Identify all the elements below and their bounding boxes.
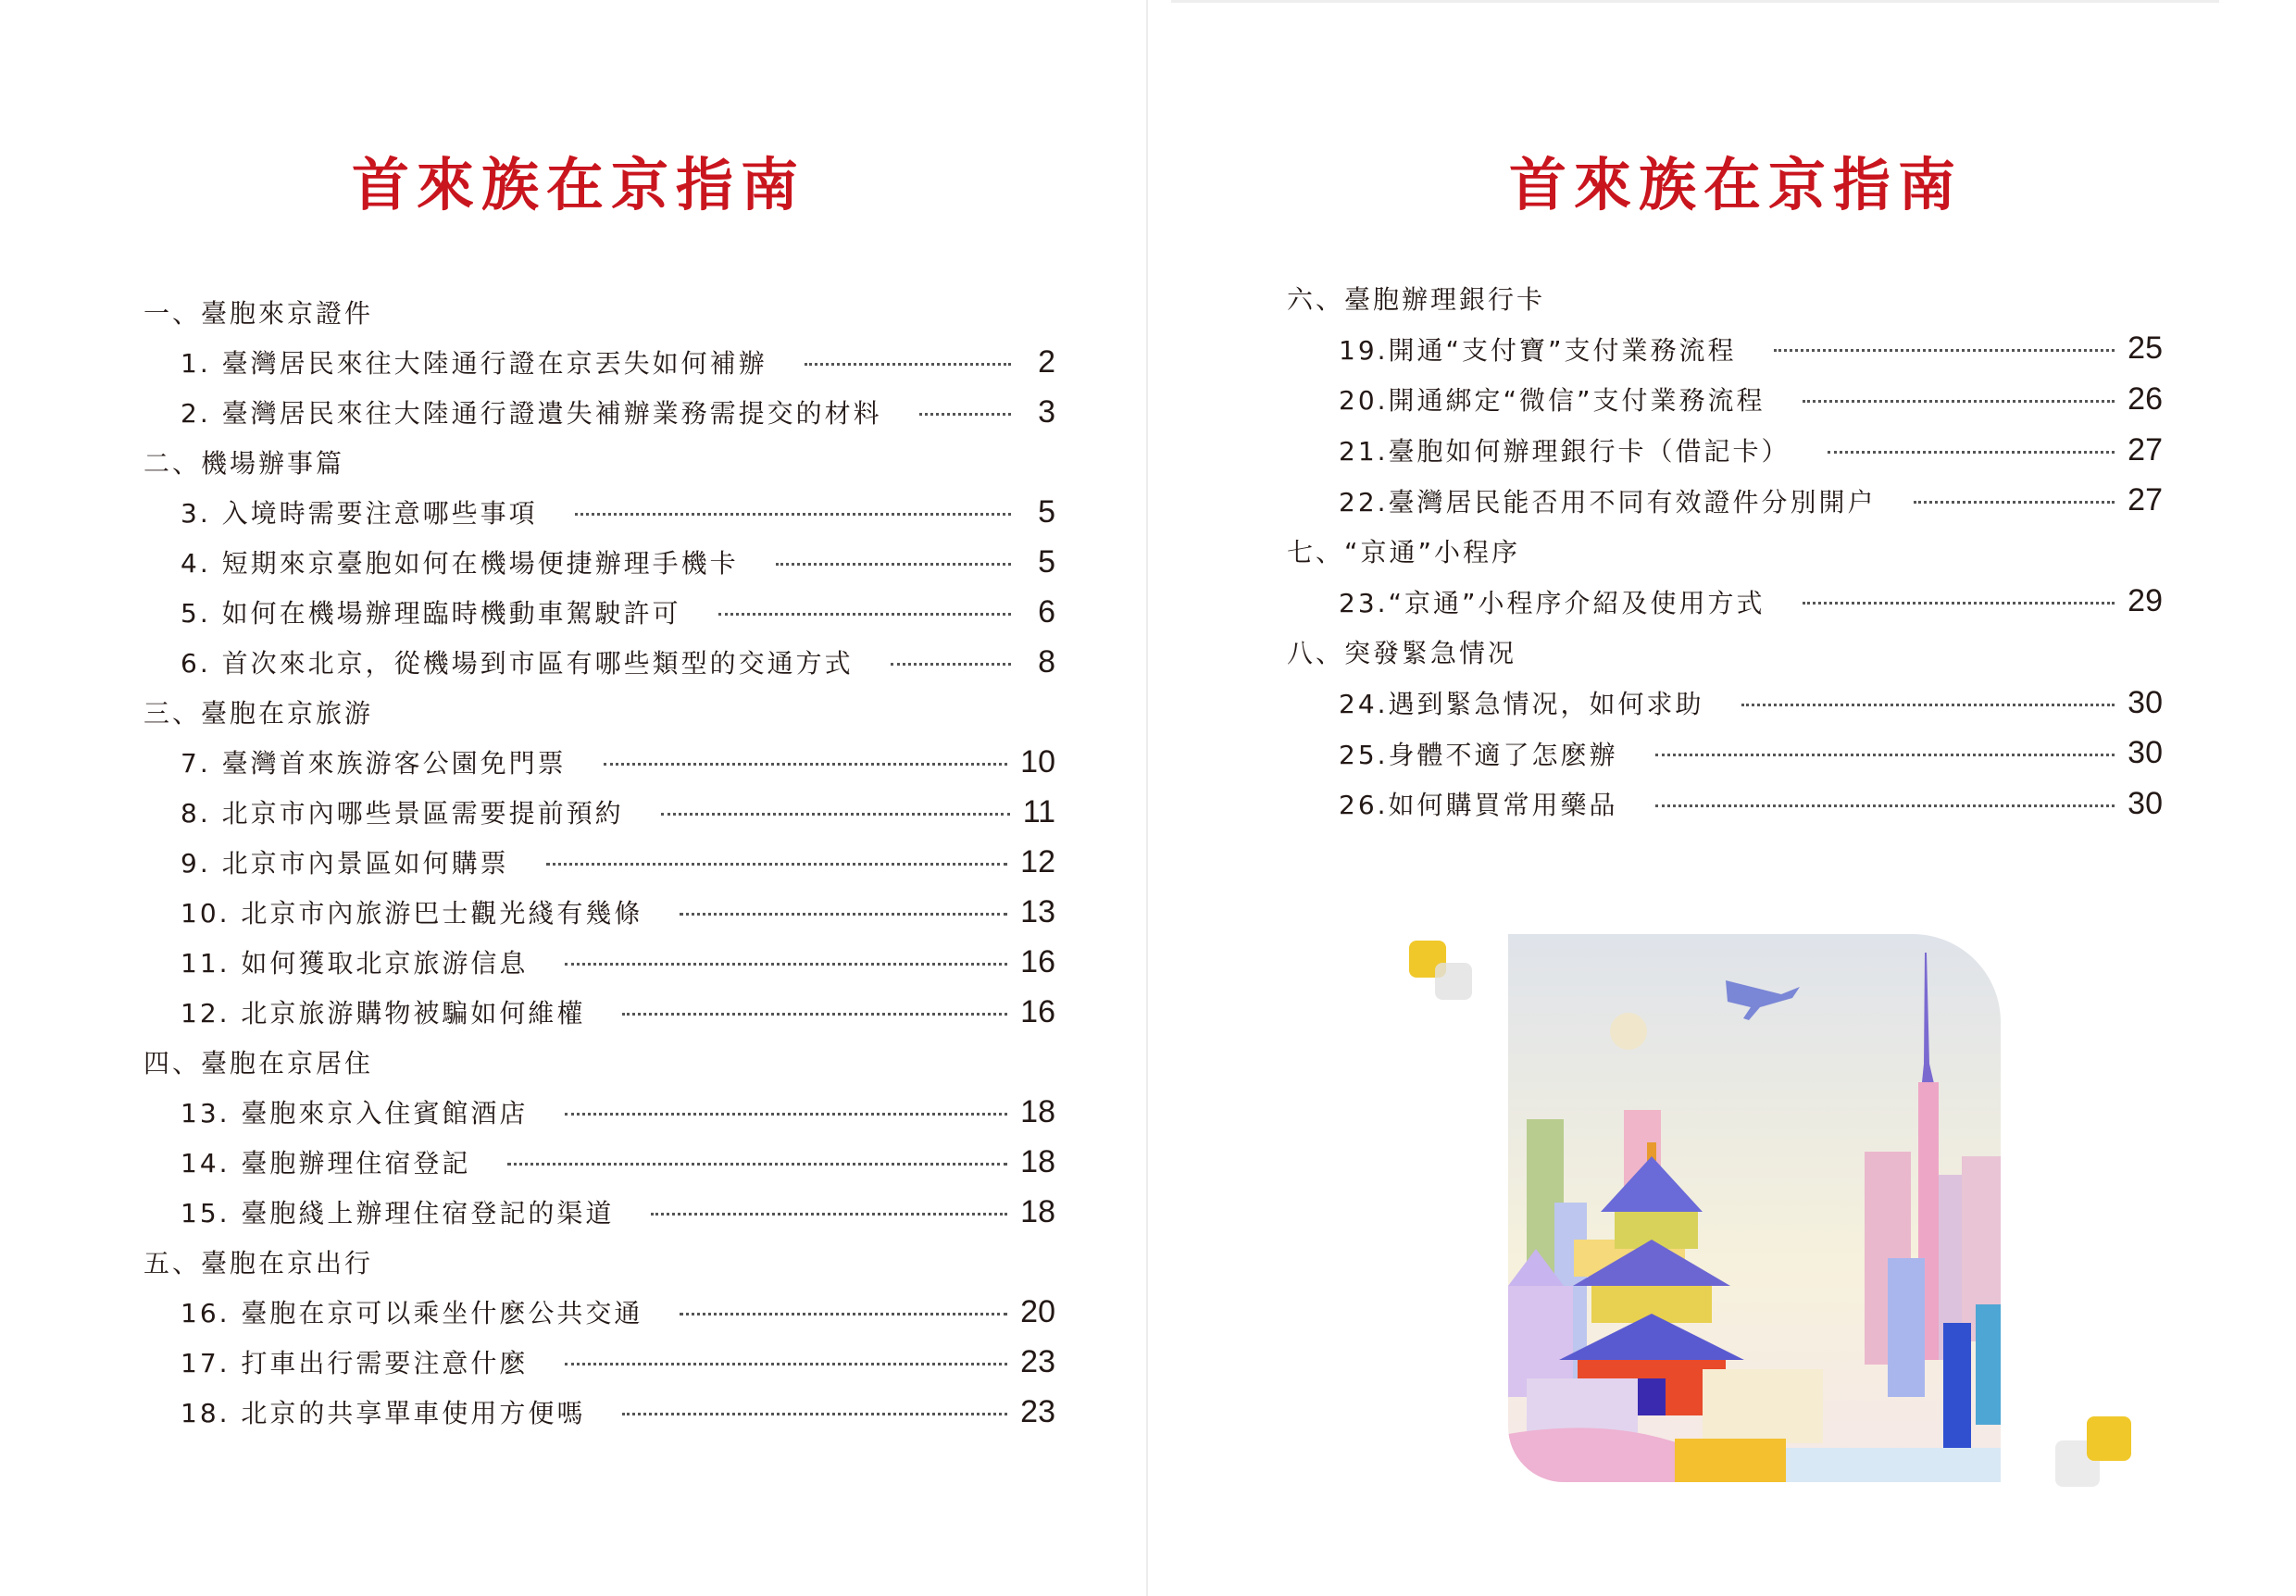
page-number: 10: [1020, 743, 1055, 779]
page-number: 16: [1020, 943, 1055, 979]
toc-section-heading: [144, 1037, 1055, 1087]
dotted-leader: [1655, 754, 2115, 756]
page-number: 13: [1020, 893, 1055, 929]
toc-entry-title: 18. 北京的共享單車使用方便嗎: [181, 1398, 586, 1428]
toc-section-heading: [144, 437, 1055, 487]
toc-entry-title: 24.遇到緊急情况，如何求助: [1339, 689, 1704, 720]
toc-entry-title: 21.臺胞如何辦理銀行卡（借記卡）: [1339, 436, 1791, 468]
page-number: 18: [1020, 1143, 1055, 1179]
section-title: 一、臺胞來京證件: [144, 298, 374, 329]
dotted-leader: [565, 1113, 1007, 1116]
page-number: 20: [1020, 1293, 1055, 1329]
toc-entry-title: 23.“京通”小程序介紹及使用方式: [1339, 587, 1766, 618]
dotted-leader: [565, 963, 1007, 966]
toc-entry[interactable]: [144, 637, 1055, 687]
page-number: 30: [2128, 735, 2163, 771]
dotted-leader: [507, 1163, 1007, 1166]
toc-entry-title: 9. 北京市內景區如何購票: [181, 848, 509, 879]
dotted-leader: [622, 1413, 1007, 1415]
toc-entry[interactable]: [144, 487, 1055, 537]
toc-entry[interactable]: [144, 1187, 1055, 1237]
toc-entry-title: 8. 北京市內哪些景區需要提前預約: [181, 798, 624, 829]
toc-entry[interactable]: [144, 1087, 1055, 1137]
toc-entry-title: 7. 臺灣首來族游客公園免門票: [181, 748, 567, 779]
page-number: 29: [2128, 583, 2163, 619]
toc-entry-title: 4. 短期來京臺胞如何在機場便捷辦理手機卡: [181, 548, 739, 579]
toc-entry-title: 13. 臺胞來京入住賓館酒店: [181, 1098, 529, 1128]
dotted-leader: [651, 1213, 1007, 1216]
gray-square-decoration: [1435, 963, 1472, 1000]
toc-entry[interactable]: [144, 587, 1055, 637]
toc-entry[interactable]: [1287, 678, 2163, 729]
dotted-leader: [680, 1313, 1007, 1315]
page-number: 8: [1038, 643, 1055, 680]
temple-of-heaven-image: [1508, 934, 2001, 1482]
section-title: 七、“京通”小程序: [1287, 537, 1521, 568]
toc-entry-title: 17. 打車出行需要注意什麽: [181, 1348, 529, 1378]
toc-entry-title: 5. 如何在機場辦理臨時機動車駕駛許可: [181, 598, 681, 629]
page-number: 27: [2128, 482, 2163, 518]
toc-entry[interactable]: [144, 1387, 1055, 1437]
toc-entry-title: 6. 首次來北京，從機場到市區有哪些類型的交通方式: [181, 648, 854, 679]
page-number: 16: [1020, 993, 1055, 1029]
toc-section-heading: [1287, 627, 2163, 678]
toc-entry[interactable]: [144, 387, 1055, 437]
beijing-skyline-illustration: [1508, 934, 2001, 1482]
page-number: 27: [2128, 431, 2163, 468]
dotted-leader: [575, 513, 1011, 516]
toc-entry[interactable]: [144, 837, 1055, 887]
dotted-leader: [565, 1363, 1007, 1365]
toc-entry[interactable]: [1287, 475, 2163, 526]
toc-entry-title: 3. 入境時需要注意哪些事項: [181, 498, 538, 529]
section-title: 二、機場辦事篇: [144, 448, 345, 479]
toc-entry[interactable]: [144, 1287, 1055, 1337]
page-number: 2: [1038, 343, 1055, 380]
toc-section-heading: [1287, 526, 2163, 577]
toc-section-heading: [1287, 273, 2163, 324]
section-title: 六、臺胞辦理銀行卡: [1287, 284, 1546, 316]
page-number: 5: [1038, 543, 1055, 580]
dotted-leader: [546, 863, 1008, 866]
toc-entry-title: 19.開通“支付寶”支付業務流程: [1339, 334, 1737, 366]
toc-entry[interactable]: [1287, 779, 2163, 829]
page-number: 12: [1020, 843, 1055, 879]
page-number: 11: [1022, 793, 1055, 829]
toc-entry[interactable]: [144, 937, 1055, 987]
toc-entry-title: 10. 北京市內旅游巴士觀光綫有幾條: [181, 898, 643, 929]
section-title: 三、臺胞在京旅游: [144, 698, 374, 729]
page-number: 18: [1020, 1093, 1055, 1129]
page-number: 23: [1020, 1343, 1055, 1379]
toc-entry[interactable]: [1287, 728, 2163, 779]
dotted-leader: [680, 913, 1007, 916]
page-number: 26: [2128, 380, 2163, 417]
toc-entry-title: 20.開通綁定“微信”支付業務流程: [1339, 385, 1766, 417]
dotted-leader: [1803, 602, 2115, 605]
section-title: 八、突發緊急情况: [1287, 638, 1517, 669]
toc-entry-title: 26.如何購買常用藥品: [1339, 790, 1618, 821]
page-number: 18: [1020, 1193, 1055, 1229]
toc-entry-title: 22.臺灣居民能否用不同有效證件分別開户: [1339, 486, 1877, 517]
toc-entry-title: 14. 臺胞辦理住宿登記: [181, 1148, 471, 1178]
dotted-leader: [718, 613, 1011, 616]
page-number: 30: [2128, 785, 2163, 821]
dotted-leader: [919, 413, 1011, 416]
page-title: 首來族在京指南: [1508, 151, 1964, 218]
toc-entry[interactable]: [144, 887, 1055, 937]
page-number: 30: [2128, 684, 2163, 720]
dotted-leader: [891, 663, 1011, 666]
toc-section-heading: [144, 287, 1055, 337]
dotted-leader: [805, 363, 1011, 366]
yellow-square-decoration: [2087, 1416, 2131, 1461]
toc-entry[interactable]: [144, 1337, 1055, 1387]
toc-section-heading: [144, 1237, 1055, 1287]
dotted-leader: [1655, 804, 2115, 807]
toc-entry-title: 12. 北京旅游購物被騙如何維權: [181, 998, 586, 1029]
toc-entry[interactable]: [1287, 425, 2163, 476]
page-number: 5: [1038, 493, 1055, 530]
dotted-leader: [776, 563, 1011, 566]
table-of-contents-left: [144, 287, 1055, 1437]
dotted-leader: [1741, 704, 2115, 706]
section-title: 四、臺胞在京居住: [144, 1048, 374, 1079]
section-title: 五、臺胞在京出行: [144, 1248, 374, 1278]
toc-entry-title: 15. 臺胞綫上辦理住宿登記的渠道: [181, 1198, 615, 1228]
dotted-leader: [661, 813, 1010, 816]
toc-entry-title: 25.身體不適了怎麽辦: [1339, 739, 1618, 770]
toc-entry[interactable]: [144, 1137, 1055, 1187]
toc-entry[interactable]: [144, 737, 1055, 787]
dotted-leader: [1914, 501, 2115, 504]
page-number: 3: [1038, 393, 1055, 430]
dotted-leader: [604, 763, 1008, 766]
dotted-leader: [1803, 400, 2115, 403]
table-of-contents-right: [1287, 273, 2163, 829]
dotted-leader: [622, 1013, 1007, 1016]
page-number: 23: [1020, 1393, 1055, 1429]
dotted-leader: [1774, 349, 2115, 352]
toc-entry-title: 11. 如何獲取北京旅游信息: [181, 948, 529, 979]
toc-entry[interactable]: [1287, 324, 2163, 375]
dotted-leader: [1828, 451, 2115, 454]
left-page: [0, 0, 1146, 1596]
toc-section-heading: [144, 687, 1055, 737]
toc-entry[interactable]: [144, 537, 1055, 587]
toc-entry-title: 1. 臺灣居民來往大陸通行證在京丟失如何補辦: [181, 348, 767, 379]
toc-entry[interactable]: [1287, 577, 2163, 628]
toc-entry-title: 16. 臺胞在京可以乘坐什麽公共交通: [181, 1298, 643, 1328]
toc-entry-title: 2. 臺灣居民來往大陸通行證遺失補辦業務需提交的材料: [181, 398, 882, 429]
page-number: 6: [1038, 593, 1055, 630]
toc-entry[interactable]: [1287, 374, 2163, 425]
page-title: 首來族在京指南: [351, 151, 806, 218]
toc-entry[interactable]: [144, 987, 1055, 1037]
page-number: 25: [2128, 330, 2163, 367]
toc-entry[interactable]: [144, 337, 1055, 387]
toc-entry[interactable]: [144, 787, 1055, 837]
